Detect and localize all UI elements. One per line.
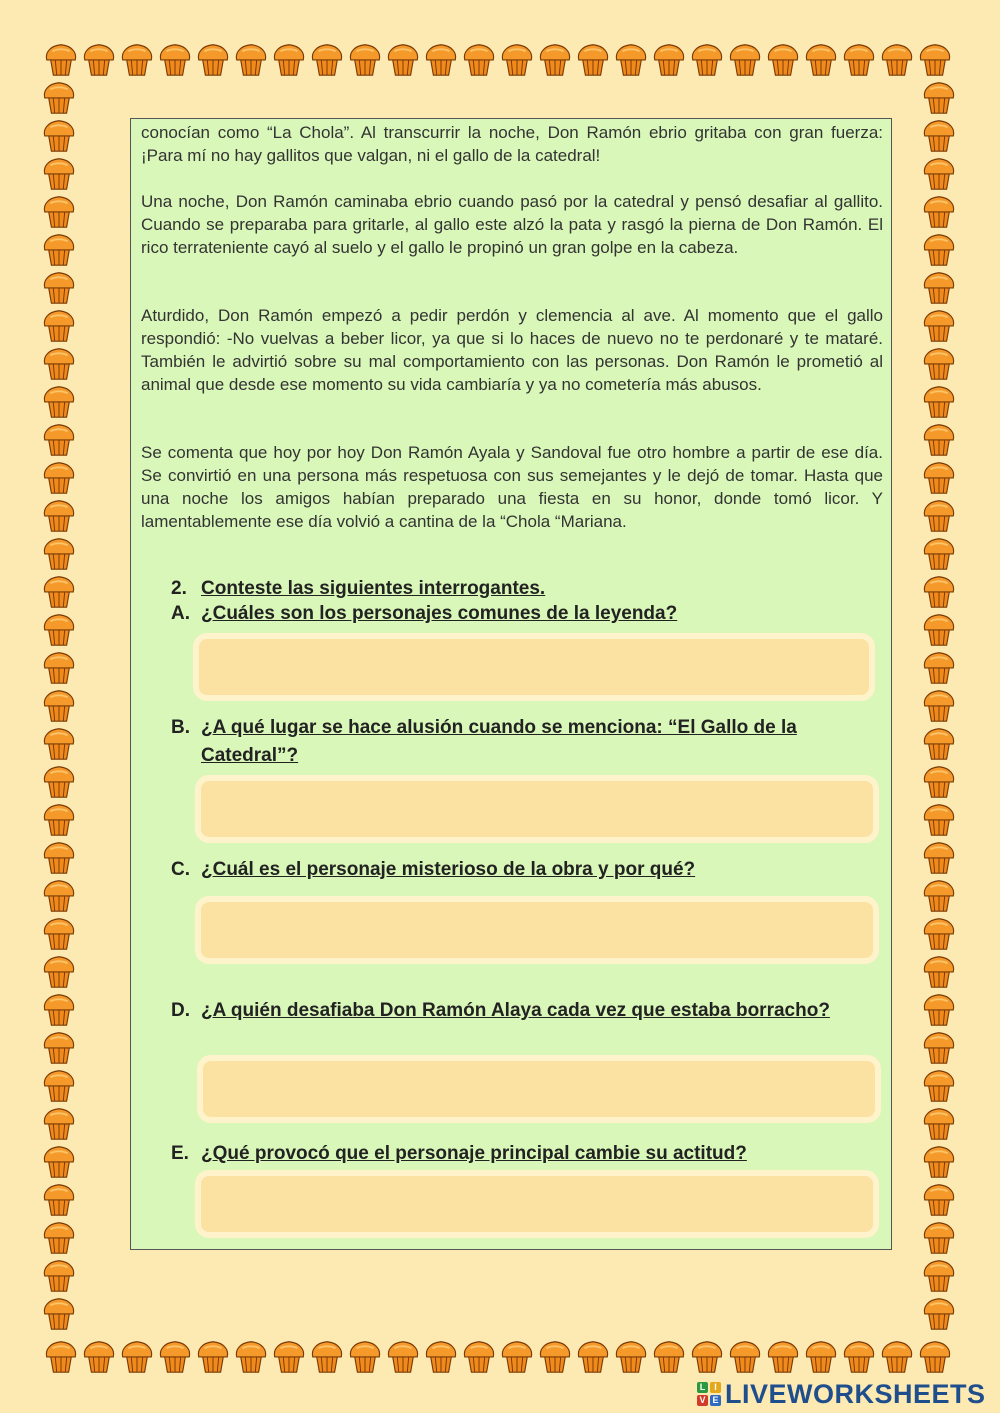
muffin-icon xyxy=(40,154,78,192)
muffin-icon xyxy=(40,496,78,534)
muffin-icon xyxy=(726,1337,764,1375)
muffin-icon xyxy=(878,40,916,78)
muffin-icon xyxy=(40,116,78,154)
question-e xyxy=(171,1140,871,1168)
muffin-icon xyxy=(194,1337,232,1375)
muffin-icon xyxy=(650,40,688,78)
muffin-icon xyxy=(232,1337,270,1375)
muffin-icon xyxy=(920,78,958,116)
muffin-icon xyxy=(40,876,78,914)
answer-box-b[interactable] xyxy=(195,775,879,843)
muffin-icon xyxy=(40,1104,78,1142)
muffin-icon xyxy=(612,40,650,78)
muffin-icon xyxy=(920,1256,958,1294)
muffin-border-right xyxy=(920,78,958,1332)
muffin-icon xyxy=(40,686,78,724)
muffin-icon xyxy=(920,876,958,914)
muffin-icon xyxy=(650,1337,688,1375)
story-paragraph-3: Aturdido, Don Ramón empezó a pedir perdón y clemencia al ave. Al momento que el gallo respondió: -No vuelvas a beber licor, ya que si lo haces de nuevo no te perdonaré y te mataré. También le advirtió sobre su mal comportamiento con las personas. Don Ramón le prometió al animal que desde ese momento su vida cambiaría y ya no cometería más abusos. xyxy=(141,306,883,394)
logo-letter: E xyxy=(710,1395,721,1406)
question-a xyxy=(171,600,871,628)
muffin-icon xyxy=(42,1337,80,1375)
muffin-icon xyxy=(920,686,958,724)
muffin-icon xyxy=(920,458,958,496)
muffin-icon xyxy=(920,420,958,458)
muffin-icon xyxy=(40,838,78,876)
muffin-icon xyxy=(232,40,270,78)
muffin-icon xyxy=(40,1066,78,1104)
muffin-border-bottom xyxy=(42,1337,954,1375)
question-c xyxy=(171,856,871,884)
muffin-icon xyxy=(270,40,308,78)
muffin-icon xyxy=(194,40,232,78)
muffin-icon xyxy=(802,40,840,78)
muffin-icon xyxy=(40,648,78,686)
muffin-icon xyxy=(40,268,78,306)
answer-box-e[interactable] xyxy=(195,1170,879,1238)
section-number: 2. xyxy=(171,578,187,599)
muffin-icon xyxy=(156,40,194,78)
muffin-icon xyxy=(40,1294,78,1332)
question-letter: D. xyxy=(171,1000,190,1021)
muffin-icon xyxy=(916,40,954,78)
logo-letter: V xyxy=(697,1395,708,1406)
logo-letter: L xyxy=(697,1382,708,1393)
muffin-icon xyxy=(920,1180,958,1218)
muffin-icon xyxy=(422,1337,460,1375)
muffin-icon xyxy=(346,40,384,78)
muffin-icon xyxy=(384,40,422,78)
muffin-icon xyxy=(920,800,958,838)
question-letter: E. xyxy=(171,1143,189,1164)
question-letter: A. xyxy=(171,603,190,624)
logo-letter: I xyxy=(710,1382,721,1393)
muffin-icon xyxy=(40,800,78,838)
muffin-icon xyxy=(920,116,958,154)
muffin-icon xyxy=(422,40,460,78)
muffin-icon xyxy=(40,1218,78,1256)
liveworksheets-logo xyxy=(697,1378,986,1410)
muffin-icon xyxy=(536,40,574,78)
question-letter: B. xyxy=(171,717,190,738)
muffin-icon xyxy=(920,990,958,1028)
muffin-icon xyxy=(384,1337,422,1375)
muffin-icon xyxy=(916,1337,954,1375)
muffin-icon xyxy=(688,1337,726,1375)
muffin-icon xyxy=(80,1337,118,1375)
muffin-icon xyxy=(40,382,78,420)
muffin-icon xyxy=(498,40,536,78)
answer-box-c[interactable] xyxy=(195,896,879,964)
muffin-icon xyxy=(920,610,958,648)
section-title: Conteste las siguientes interrogantes. xyxy=(201,578,546,599)
muffin-icon xyxy=(308,1337,346,1375)
logo-wordmark: LIVEWORKSHEETS xyxy=(725,1378,986,1409)
muffin-icon xyxy=(840,40,878,78)
muffin-icon xyxy=(920,534,958,572)
muffin-icon xyxy=(920,268,958,306)
muffin-icon xyxy=(920,914,958,952)
muffin-icon xyxy=(920,1142,958,1180)
muffin-icon xyxy=(270,1337,308,1375)
muffin-icon xyxy=(920,762,958,800)
muffin-icon xyxy=(920,192,958,230)
question-text: ¿A qué lugar se hace alusión cuando se menciona: “El Gallo de la Catedral”? xyxy=(201,717,797,766)
answer-box-d[interactable] xyxy=(197,1055,881,1123)
question-text: ¿Cuáles son los personajes comunes de la leyenda? xyxy=(201,603,678,624)
muffin-icon xyxy=(688,40,726,78)
muffin-icon xyxy=(920,230,958,268)
muffin-icon xyxy=(920,1294,958,1332)
muffin-icon xyxy=(40,1256,78,1294)
muffin-icon xyxy=(764,1337,802,1375)
muffin-icon xyxy=(840,1337,878,1375)
question-text: ¿A quién desafiaba Don Ramón Alaya cada vez que estaba borracho? xyxy=(201,1000,830,1021)
muffin-icon xyxy=(920,1104,958,1142)
muffin-icon xyxy=(920,1066,958,1104)
muffin-icon xyxy=(764,40,802,78)
muffin-icon xyxy=(536,1337,574,1375)
muffin-icon xyxy=(40,1142,78,1180)
muffin-icon xyxy=(40,1028,78,1066)
muffin-icon xyxy=(920,838,958,876)
question-letter: C. xyxy=(171,859,190,880)
muffin-icon xyxy=(920,724,958,762)
muffin-icon xyxy=(40,306,78,344)
muffin-icon xyxy=(920,648,958,686)
worksheet-content xyxy=(130,118,892,1250)
muffin-icon xyxy=(42,40,80,78)
muffin-icon xyxy=(920,952,958,990)
story-paragraph-4: Se comenta que hoy por hoy Don Ramón Ayala y Sandoval fue otro hombre a partir de ese día. Se convirtió en una persona más respetuosa con sus semejantes y le dejó de tomar. Hasta que una noche los amigos habían preparado una fiesta en su honor, donde tomó licor. Y lamentablemente ese día volvió a cantina de la “Chola “Mariana. xyxy=(141,443,883,531)
muffin-icon xyxy=(920,1028,958,1066)
muffin-icon xyxy=(498,1337,536,1375)
muffin-icon xyxy=(40,572,78,610)
story-paragraph-2: Una noche, Don Ramón caminaba ebrio cuando pasó por la catedral y pensó desafiar al gallito. Cuando se preparaba para gritarle, al gallo este alzó la pata y rasgó la pierna de Don Ramón. El rico terrateniente cayó al suelo y el gallo le propinó un gran golpe en la cabeza. xyxy=(141,192,883,257)
question-b xyxy=(171,714,871,770)
muffin-icon xyxy=(878,1337,916,1375)
muffin-icon xyxy=(574,1337,612,1375)
muffin-icon xyxy=(40,762,78,800)
muffin-icon xyxy=(920,572,958,610)
muffin-icon xyxy=(346,1337,384,1375)
muffin-icon xyxy=(40,344,78,382)
muffin-icon xyxy=(118,1337,156,1375)
story-paragraph-1: conocían como “La Chola”. Al transcurrir la noche, Don Ramón ebrio gritaba con gran fuerza: ¡Para mí no hay gallitos que valgan, ni el gallo de la catedral! xyxy=(141,123,883,165)
muffin-icon xyxy=(460,40,498,78)
muffin-icon xyxy=(40,230,78,268)
muffin-border-left xyxy=(40,78,78,1332)
question-text: ¿Cuál es el personaje misterioso de la obra y por qué? xyxy=(201,859,696,880)
muffin-icon xyxy=(40,914,78,952)
answer-box-a[interactable] xyxy=(193,633,875,701)
muffin-icon xyxy=(40,990,78,1028)
muffin-icon xyxy=(802,1337,840,1375)
muffin-icon xyxy=(40,1180,78,1218)
muffin-icon xyxy=(308,40,346,78)
muffin-icon xyxy=(920,382,958,420)
muffin-icon xyxy=(920,154,958,192)
muffin-icon xyxy=(726,40,764,78)
question-d xyxy=(171,997,871,1025)
muffin-icon xyxy=(118,40,156,78)
muffin-icon xyxy=(40,952,78,990)
muffin-icon xyxy=(920,496,958,534)
muffin-border-top xyxy=(42,40,954,78)
muffin-icon xyxy=(156,1337,194,1375)
logo-badge-icon xyxy=(697,1382,721,1406)
muffin-icon xyxy=(612,1337,650,1375)
muffin-icon xyxy=(40,610,78,648)
muffin-icon xyxy=(40,458,78,496)
muffin-icon xyxy=(40,724,78,762)
section-heading xyxy=(171,575,871,603)
muffin-icon xyxy=(40,420,78,458)
muffin-icon xyxy=(80,40,118,78)
muffin-icon xyxy=(920,1218,958,1256)
muffin-icon xyxy=(40,192,78,230)
question-text: ¿Qué provocó que el personaje principal cambie su actitud? xyxy=(201,1143,747,1164)
muffin-icon xyxy=(920,306,958,344)
muffin-icon xyxy=(460,1337,498,1375)
muffin-icon xyxy=(920,344,958,382)
muffin-icon xyxy=(40,78,78,116)
muffin-icon xyxy=(40,534,78,572)
muffin-icon xyxy=(574,40,612,78)
